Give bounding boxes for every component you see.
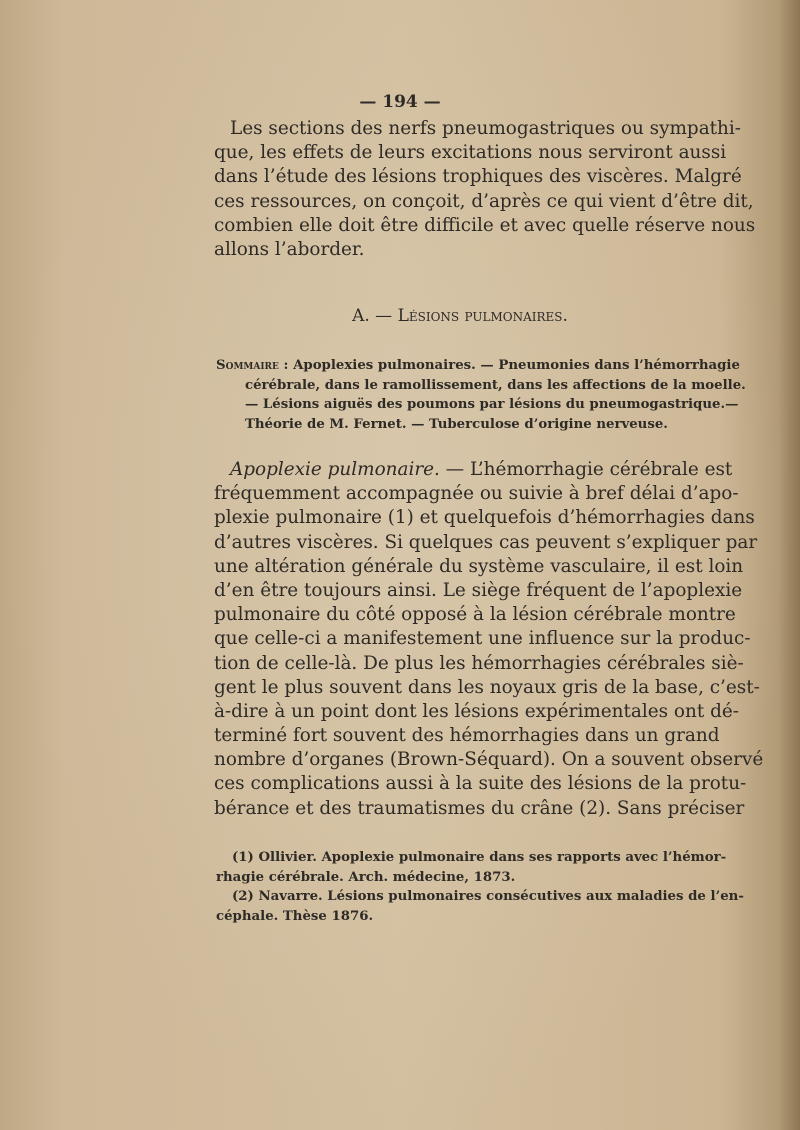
body-line: bérance et des traumatismes du crâne (2). Sans préciser bbox=[214, 797, 745, 819]
body-line: d’en être toujours ainsi. Le siège fréquent de l’apoplexie bbox=[214, 579, 743, 601]
body-first-line bbox=[214, 458, 733, 482]
section-letter: A. — bbox=[352, 306, 393, 326]
intro-line: ces ressources, on conçoit, d’après ce qui vient d’être dit, bbox=[214, 190, 754, 212]
body-line: nombre d’organes (Brown-Séquard). On a souvent observé bbox=[214, 749, 764, 771]
summary-label: Sommaire : bbox=[216, 358, 289, 373]
intro-paragraph bbox=[214, 117, 756, 262]
summary-line: Apoplexies pulmonaires. — Pneumonies dans l’hémorrhagie bbox=[293, 358, 740, 373]
intro-line: que, les effets de leurs excitations nous serviront aussi bbox=[214, 142, 727, 164]
summary-line: — Lésions aiguës des poumons par lésions du pneumogastrique.— bbox=[245, 397, 739, 412]
footnote-line: (2) Navarre. Lésions pulmonaires consécutives aux maladies de l’en- bbox=[232, 889, 744, 904]
summary-line: Théorie de M. Fernet. — Tuberculose d’origine nerveuse. bbox=[245, 416, 668, 432]
body-line: une altération générale du système vasculaire, il est loin bbox=[214, 555, 744, 577]
body-line: plexie pulmonaire (1) et quelquefois d’hémorrhagies dans bbox=[214, 507, 755, 529]
body-line: terminé fort souvent des hémorrhagies dans un grand bbox=[214, 725, 720, 747]
body-paragraph bbox=[214, 458, 764, 821]
footnote-line: rhagie cérébrale. Arch. médecine, 1873. bbox=[216, 869, 516, 885]
body-line: à-dire à un point dont les lésions expérimentales ont dé- bbox=[214, 700, 739, 722]
body-lead-italic: Apoplexie pulmonaire. bbox=[230, 459, 440, 480]
section-title: Lésions pulmonaires. bbox=[397, 306, 568, 326]
body-line: tion de celle-là. De plus les hémorrhagies cérébrales siè- bbox=[214, 652, 744, 674]
summary-line: cérébrale, dans le ramollissement, dans les affections de la moelle. bbox=[245, 377, 746, 393]
page-number: — 194 — bbox=[359, 92, 441, 112]
body-line: d’autres viscères. Si quelques cas peuvent s’expliquer par bbox=[214, 531, 758, 553]
footnote-line: (1) Ollivier. Apoplexie pulmonaire dans ses rapports avec l’hémor- bbox=[232, 850, 727, 865]
intro-line: Les sections des nerfs pneumogastriques ou sympathi- bbox=[230, 118, 741, 139]
body-line: gent le plus souvent dans les noyaux gris de la base, c’est- bbox=[214, 676, 760, 698]
body-line: pulmonaire du côté opposé à la lésion cérébrale montre bbox=[214, 604, 736, 626]
body-lead-rest: — L’hémorrhagie cérébrale est bbox=[439, 459, 733, 480]
body-line: fréquemment accompagnée ou suivie à bref délai d’apo- bbox=[214, 483, 739, 505]
body-line: que celle-ci a manifestement une influence sur la produc- bbox=[214, 628, 751, 650]
section-heading bbox=[0, 306, 800, 326]
footnote-line: céphale. Thèse 1876. bbox=[216, 908, 374, 924]
intro-line: allons l’aborder. bbox=[214, 238, 365, 260]
summary-block bbox=[216, 356, 746, 434]
body-line: ces complications aussi à la suite des lésions de la protu- bbox=[214, 773, 747, 795]
intro-line: dans l’étude des lésions trophiques des viscères. Malgré bbox=[214, 166, 742, 188]
footnotes bbox=[216, 848, 744, 926]
intro-line: combien elle doit être difficile et avec quelle réserve nous bbox=[214, 214, 756, 236]
